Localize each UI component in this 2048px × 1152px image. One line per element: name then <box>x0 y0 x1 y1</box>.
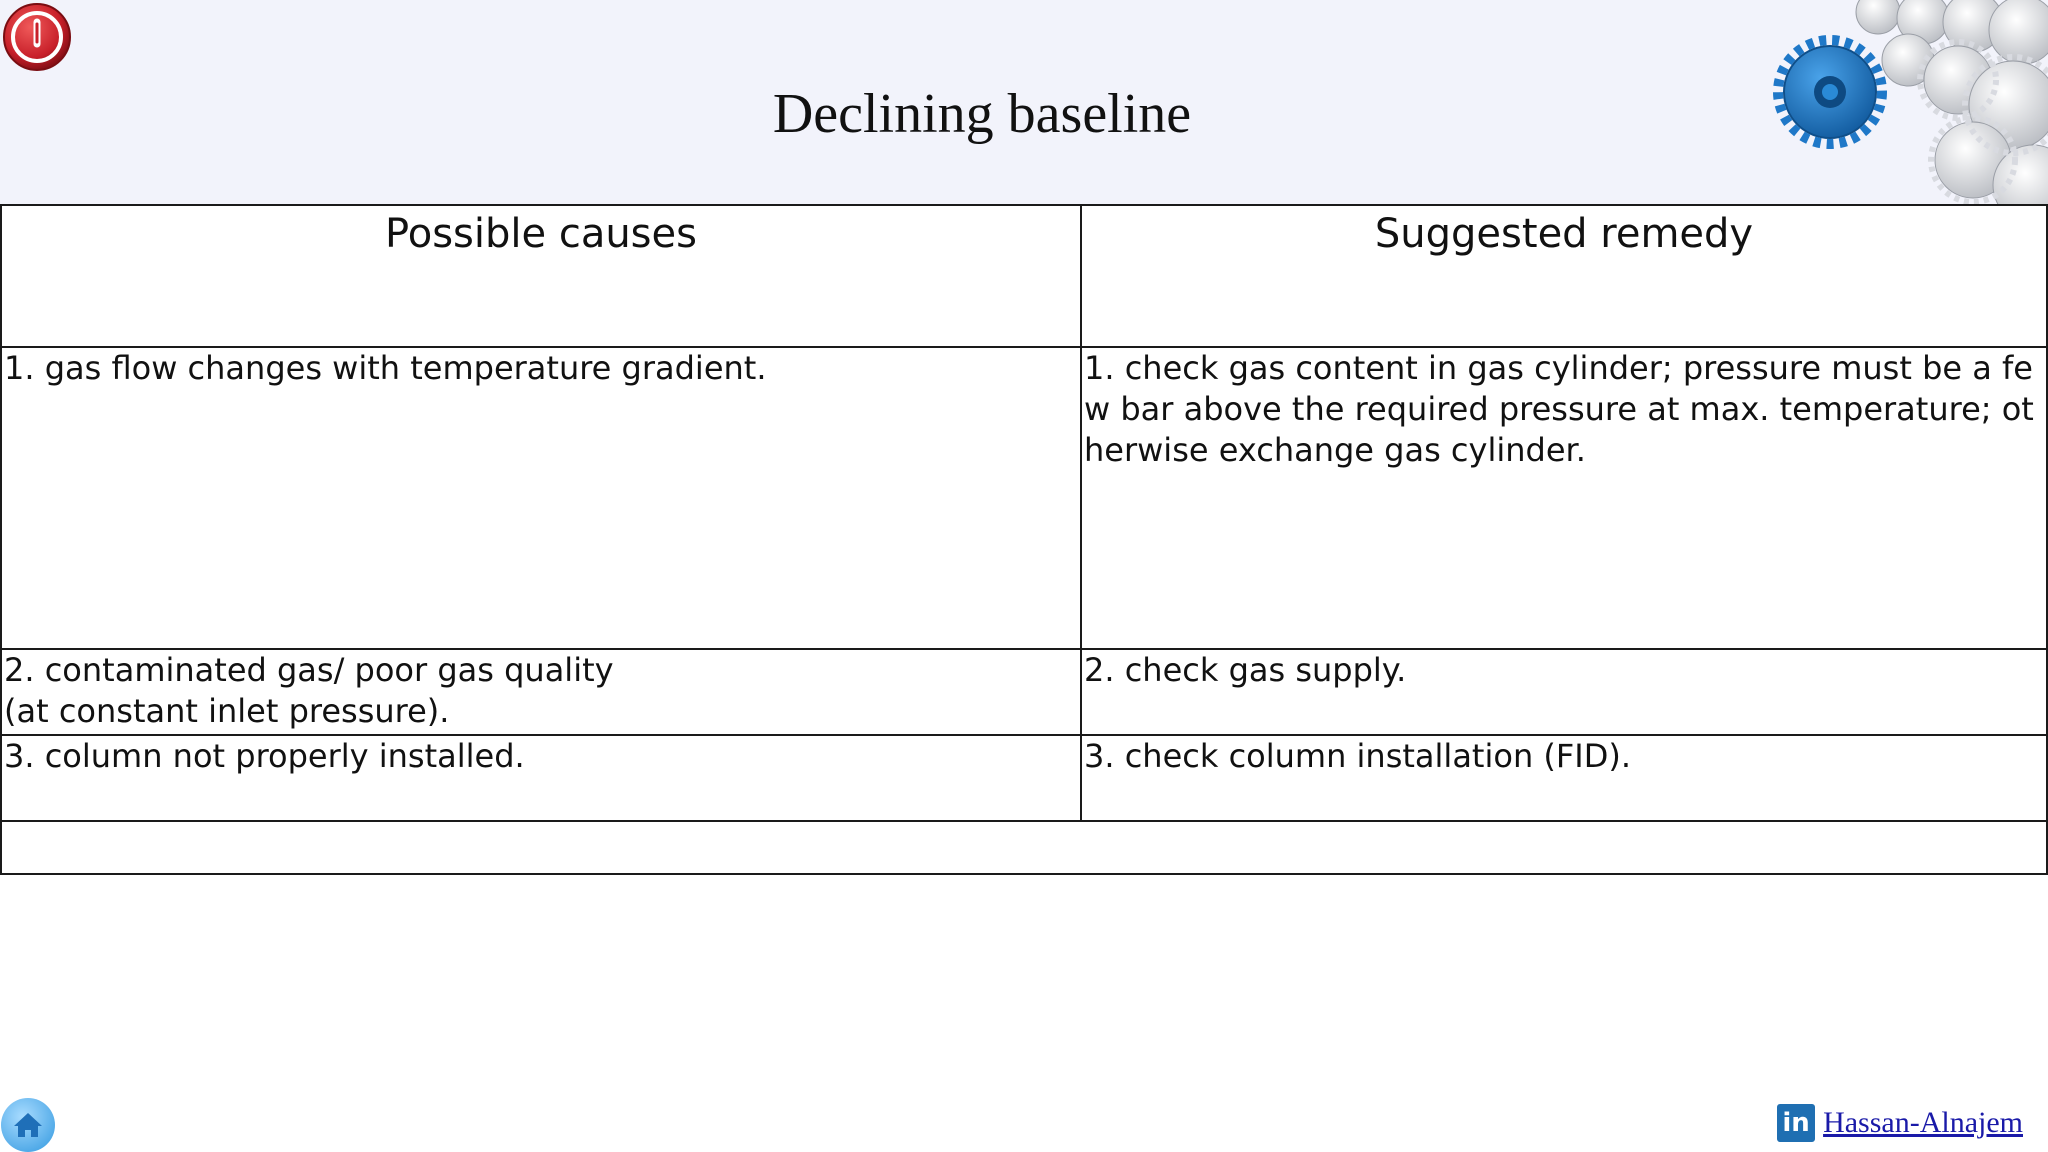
table-row <box>1 821 2047 874</box>
home-icon[interactable] <box>0 1097 56 1152</box>
table-row <box>1 347 2047 649</box>
table-row <box>1 735 2047 821</box>
remedy-cell: 2. check gas supply. <box>1081 649 2047 735</box>
table-row <box>1 649 2047 735</box>
remedy-cell: 1. check gas content in gas cylinder; pressure must be a few bar above the required pressure at max. temperature; otherwise exchange gas cylinder. <box>1081 347 2047 649</box>
cause-cell: 2. contaminated gas/ poor gas quality (at constant inlet pressure). <box>1 649 1081 735</box>
table-header-row <box>1 205 2047 347</box>
troubleshooting-table <box>0 204 2048 875</box>
empty-row-cell <box>1 821 2047 874</box>
header-possible-causes: Possible causes <box>1 205 1081 347</box>
author-link[interactable]: Hassan-Alnajem <box>1823 1106 2023 1139</box>
gears-image <box>1758 0 2048 205</box>
cause-cell: 3. column not properly installed. <box>1 735 1081 821</box>
remedy-cell: 3. check column installation (FID). <box>1081 735 2047 821</box>
power-icon[interactable] <box>2 2 72 72</box>
page-title: Declining baseline <box>772 83 1192 145</box>
author-credit <box>1777 1104 2023 1142</box>
cause-cell: 1. gas flow changes with temperature gradient. <box>1 347 1081 649</box>
header-suggested-remedy: Suggested remedy <box>1081 205 2047 347</box>
linkedin-icon[interactable]: in <box>1777 1104 1815 1142</box>
